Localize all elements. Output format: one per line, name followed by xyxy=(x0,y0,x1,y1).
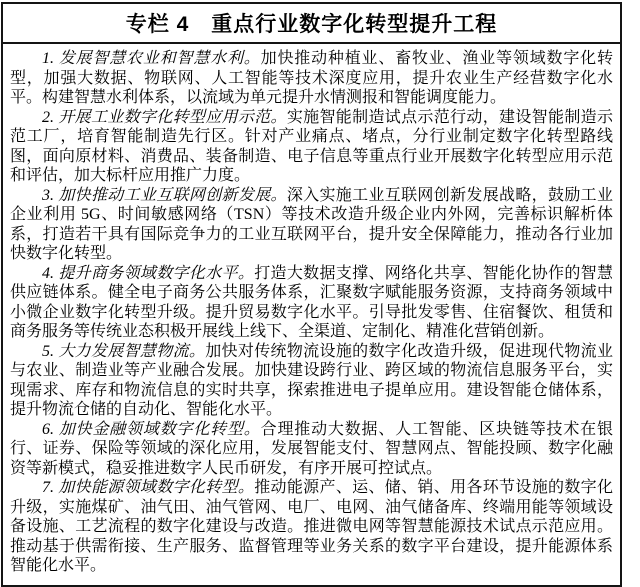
item-body: 深入实施工业互联网创新发展战略，鼓励工业企业利用 5G、时间敏感网络（TSN）等技术改造升级企业内外网，完善标识解析体系，打造若干具有国际竞争力的工业互联网平台，提升安全保障能力，推动各行业加快数字化转型。 xyxy=(10,186,613,262)
panel-body xyxy=(3,44,620,585)
item-body: 加快推动种植业、畜牧业、渔业等领域数字化转型，加强大数据、物联网、人工智能等技术深度应用，提升农业生产经营数字化水平。构建智慧水利体系，以流域为单元提升水情测报和智能调度能力。 xyxy=(10,50,613,106)
item-body: 打造大数据支撑、网络化共享、智能化协作的智慧供应链体系。健全电子商务公共服务体系，汇聚数字赋能服务资源，支持商务领域中小微企业数字化转型升级。提升贸易数字化水平。引导批发零售、住宿餐饮、租赁和商务服务等传统业态积极开展线上线下、全渠道、定制化、精准化营销创新。 xyxy=(10,264,613,340)
item-body: 推动能源产、运、储、销、用各环节设施的数字化升级，实施煤矿、油气田、油气管网、电厂、电网、油气储备库、终端用能等领域设备设施、工艺流程的数字化建设与改造。推进微电网等智慧能源技术试点示范应用。推动基于供需衔接、生产服务、监督管理等业务关系的数字平台建设，提升能源体系智能化水平。 xyxy=(10,479,613,574)
column-panel xyxy=(1,2,622,587)
item-lead: 6. 加快金融领域数字化转型。 xyxy=(42,420,261,438)
section-item xyxy=(10,478,613,576)
item-lead: 2. 开展工业数字化转型应用示范。 xyxy=(42,108,287,126)
section-item xyxy=(10,186,613,264)
item-lead: 7. 加快能源领域数字化转型。 xyxy=(42,479,255,496)
item-lead: 5. 大力发展智慧物流。 xyxy=(42,342,206,360)
section-item xyxy=(10,264,613,342)
item-body: 实施智能制造试点示范行动，建设智能制造示范工厂，培育智能制造先行区。针对产业痛点、堵点，分行业制定数字化转型路线图，面向原材料、消费品、装备制造、电子信息等重点行业开展数字化转型应用示范和评估，加大标杆应用推广力度。 xyxy=(10,108,613,184)
panel-title: 专栏 4 重点行业数字化转型提升工程 xyxy=(3,4,620,44)
item-lead: 3. 加快推动工业互联网创新发展。 xyxy=(42,186,287,204)
item-body: 加快对传统物流设施的数字化改造升级，促进现代物流业与农业、制造业等产业融合发展。加快建设跨行业、跨区域的物流信息服务平台，实现需求、库存和物流信息的实时共享，探索推进电子提单应用。建设智能仓储体系，提升物流仓储的自动化、智能化水平。 xyxy=(10,342,613,418)
section-item xyxy=(10,420,613,479)
item-lead: 4. 提升商务领域数字化水平。 xyxy=(42,264,255,282)
section-item xyxy=(10,108,613,186)
section-item xyxy=(10,49,613,108)
item-lead: 1. 发展智慧农业和智慧水利。 xyxy=(42,50,261,67)
item-body: 合理推动大数据、人工智能、区块链等技术在银行、证券、保险等领域的深化应用，发展智能支付、智慧网点、智能投顾、数字化融资等新模式，稳妥推进数字人民币研发，有序开展可控试点。 xyxy=(10,420,613,477)
section-item xyxy=(10,342,613,420)
